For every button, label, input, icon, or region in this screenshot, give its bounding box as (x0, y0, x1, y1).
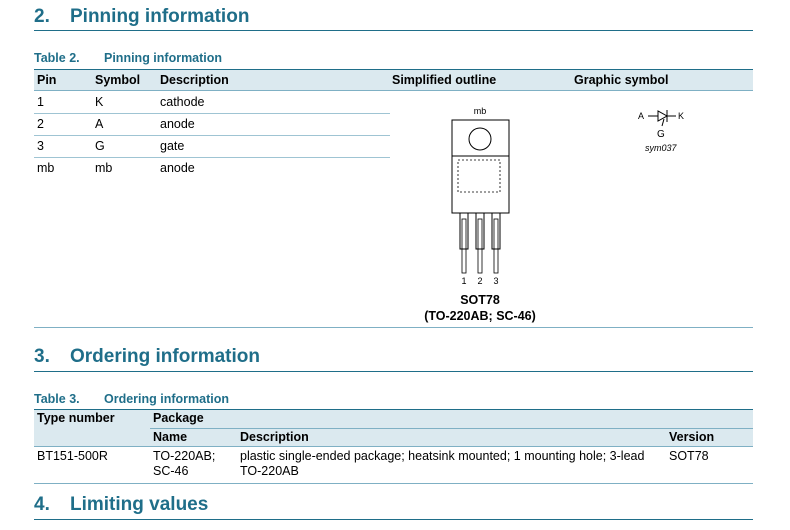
section-number: 2. (34, 6, 50, 27)
table-title: Ordering information (104, 392, 229, 406)
cell-symbol: K (95, 95, 104, 109)
section-number: 3. (34, 346, 50, 367)
cell-pin: 2 (37, 117, 44, 131)
section-title: Limiting values (70, 494, 209, 515)
header-name: Name (153, 430, 188, 444)
die-outline (458, 160, 500, 192)
cell-symbol: mb (95, 161, 113, 175)
header-version: Version (669, 430, 715, 444)
package-name: SOT78 (460, 293, 500, 307)
cell-description-line2: TO-220AB (240, 464, 299, 478)
header-sub-divider (150, 428, 753, 429)
package-alt-name: (TO-220AB; SC-46) (424, 309, 536, 323)
package-outline-drawing (440, 104, 520, 289)
header-type-number: Type number (37, 411, 115, 425)
lead-3 (492, 213, 500, 273)
package-body (452, 156, 509, 213)
cathode-label: K (677, 111, 685, 121)
lead-1 (460, 213, 468, 273)
header-pin: Pin (37, 73, 57, 87)
cell-name-line1: TO-220AB; (153, 449, 216, 463)
mounting-tab (452, 120, 509, 156)
mounting-hole (469, 128, 491, 150)
lead-2 (476, 213, 484, 273)
section-3-heading (34, 346, 753, 368)
table-2-caption (34, 51, 222, 65)
table-3-caption (34, 392, 229, 406)
pin-label: 1 (461, 276, 467, 286)
table-title: Pinning information (104, 51, 223, 65)
thyristor-symbol (636, 106, 696, 134)
row-divider (34, 135, 390, 136)
section-title: Ordering information (70, 346, 260, 367)
cell-pin: mb (37, 161, 55, 175)
section-divider (34, 519, 753, 520)
header-package: Package (153, 411, 204, 425)
header-description: Description (160, 73, 229, 87)
header-simplified-outline: Simplified outline (392, 73, 497, 87)
section-divider (34, 30, 753, 31)
section-number: 4. (34, 494, 50, 515)
cell-description: anode (160, 117, 195, 131)
row-divider (34, 113, 390, 114)
anode-label: A (637, 111, 645, 121)
section-title: Pinning information (70, 6, 250, 27)
header-graphic-symbol: Graphic symbol (574, 73, 669, 87)
table-number: Table 2. (34, 51, 80, 65)
section-4-heading (34, 494, 753, 516)
cell-symbol: G (95, 139, 105, 153)
cell-description: gate (160, 139, 185, 153)
cell-symbol: A (95, 117, 104, 131)
section-2-heading (34, 6, 753, 28)
cell-version: SOT78 (669, 449, 709, 463)
cell-pin: 1 (37, 95, 44, 109)
cell-description: anode (160, 161, 195, 175)
section-divider (34, 371, 753, 372)
table-bottom-rule (34, 483, 753, 484)
mb-label: mb (473, 106, 487, 116)
cell-type-number: BT151-500R (37, 449, 108, 463)
table-number: Table 3. (34, 392, 80, 406)
pin-label: 3 (493, 276, 499, 286)
table-bottom-rule (34, 327, 753, 328)
row-divider (34, 157, 390, 158)
pin-label: 2 (477, 276, 483, 286)
cell-pin: 3 (37, 139, 44, 153)
cell-description-line1: plastic single-ended package; heatsink mounted; 1 mounting hole; 3-lead (240, 449, 645, 463)
cell-description: cathode (160, 95, 205, 109)
header-symbol: Symbol (95, 73, 141, 87)
symbol-code: sym037 (645, 143, 677, 153)
cell-name-line2: SC-46 (153, 464, 189, 478)
header-description: Description (240, 430, 309, 444)
gate-label: G (657, 129, 665, 140)
